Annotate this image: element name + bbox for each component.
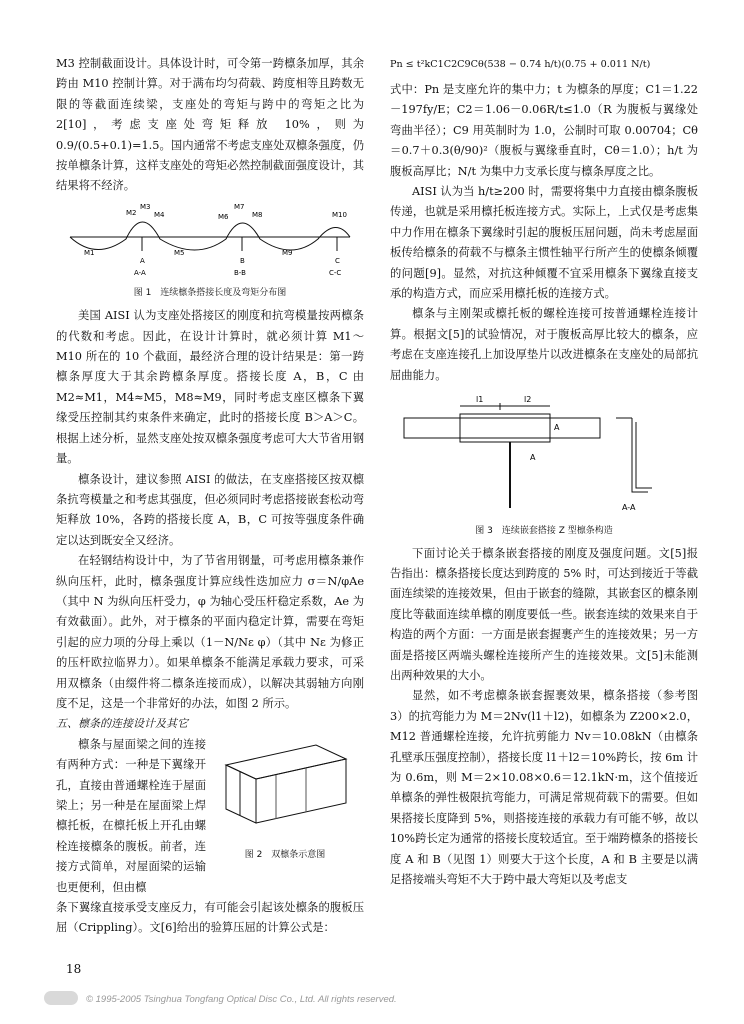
page-number: 18 [66, 962, 82, 976]
label-l1: l1 [476, 395, 484, 405]
label-a: A [140, 256, 145, 265]
label-m3: M3 [140, 202, 151, 211]
label-m6: M6 [218, 212, 229, 221]
label-m4: M4 [154, 210, 165, 219]
figure-2-wrap [56, 735, 364, 898]
label-cc: C-C [329, 268, 342, 277]
left-paragraph-2: 美国 AISI 认为支座处搭接区的刚度和抗弯模量按两檩条的代数和考虑。因此，在设计计算时，就必须计算 M1～M10 所在的 10 个截面，最经济合理的设计结果是：第一跨檩条厚度大于其余跨檩条厚度。搭接长度 A，B，C 由 M2≈M1，M4≈M5，M8≈M9，同时考虑支座区檩条下翼缘受压控制其约束条件来确定，此时的搭接长度 B＞A＞C。根据上述分析，显然支座处按双檩条强度考虑可大大节省用钢量。 [56, 309, 364, 466]
label-m8: M8 [252, 210, 263, 219]
right-paragraph-5: 显然，如不考虑檩条嵌套握裹效果，檩条搭接（参考图 3）的抗弯能力为 M＝2Nv(l1＋l2)，如檩条为 Z200×2.0，M12 普通螺栓连接，允许抗剪能力 Nv＝10.08kN（由檩条孔壁承压强度控制），搭接长度 l1＋l2＝10%跨长，按 6m 计为 0.6m，则 M＝2×10.08×0.6＝12.1kN·m，这个值接近单檩条的弹性极限抗弯能力，可满足常规荷载下的需要。但如果搭接长度降到 5%，则搭接连接的承载力有可能不够，故以 10%跨长定为通常的搭接长度较适宜。至于端跨檩条的搭接长度 A 和 B（见图 1）则要大于这个长度，A 和 B 主要是以满足搭接端头弯矩不大于跨中最大弯矩以及考虑支 [390, 689, 698, 886]
label-m5: M5 [174, 248, 185, 257]
figure-3 [390, 388, 698, 537]
label-a-top: A [554, 423, 560, 433]
figure-3-caption: 图 3 连续嵌套搭接 Z 型檩条构造 [475, 525, 613, 536]
label-b: B [240, 256, 245, 265]
label-m1: M1 [84, 248, 95, 257]
label-m10: M10 [332, 210, 347, 219]
right-column [390, 54, 698, 890]
label-m2: M2 [126, 208, 137, 217]
figure-2-caption: 图 2 双檩条示意图 [244, 850, 326, 861]
moment-diagram [56, 199, 364, 279]
copyright-footer: © 1995-2005 Tsinghua Tongfang Optical Disc Co., Ltd. All rights reserved. [86, 994, 397, 1005]
label-bb: B-B [234, 268, 246, 277]
label-aa: A-A [134, 268, 146, 277]
crippling-formula: Pn ≤ t²kC1C2C9Cθ(538 − 0.74 h/t)(0.75 + 0.011 N/t) [390, 59, 651, 70]
right-paragraph-1: 式中：Pn 是支座允许的集中力；t 为檩条的厚度；C1＝1.22－197fy/E；C2＝1.06－0.06R/t≤1.0（R 为腹板与翼缘处弯曲半径）；C9 用英制时为 1.0，公制时可取 0.00704；Cθ＝0.7＋0.3(θ/90)²（腹板与翼缘垂直时，Cθ＝1.0）；h/t 为腹板高厚比；N/t 为集中力支承长度与檩条厚度之比。 [390, 83, 698, 178]
label-l2: l2 [524, 395, 532, 405]
left-paragraph-5-continued: 条下翼缘直接承受支座反力，有可能会引起该处檩条的腹板压屈（Crippling）。文[6]给出的验算压屈的计算公式是： [56, 901, 364, 935]
left-paragraph-5: 檩条与屋面梁之间的连接有两种方式：一种是下翼缘开孔，直接由普通螺栓连于屋面梁上；另一种是在屋面梁上焊檩托板，在檩托板上开孔由螺栓连接檩条的腹板。前者，连接方式简单，对屋面梁的运输也更便利，但由檩 [56, 737, 206, 894]
label-m7: M7 [234, 202, 245, 211]
label-section-aa: A-A [622, 503, 636, 513]
double-purlin-drawing [206, 735, 364, 841]
right-paragraph-3: 檩条与主刚架或檩托板的螺栓连接可按普通螺栓连接计算。根据文[5]的试验情况，对于腹板高厚比较大的檩条，应考虑在支座连接孔上加设厚垫片以改进檩条在支座处的局部抗屈曲能力。 [390, 307, 698, 382]
label-m9: M9 [282, 248, 293, 257]
publisher-logo [44, 991, 78, 1005]
right-paragraph-2: AISI 认为当 h/t≥200 时，需要将集中力直接由檩条腹板传递，也就是采用檩托板连接方式。实际上，上式仅是考虑集中力作用在檩条下翼缘时引起的腹板压屈问题，尚未考虑屋面板传给檩条的荷载不与檩条主惯性轴平行所产生的使檩条倾覆的问题[9]。显然，对抗这种倾覆不宜采用檩条下翼缘直接支承的构造方式，而应采用檩托板的连接方式。 [390, 185, 698, 301]
label-c: C [335, 256, 340, 265]
figure-1-caption: 图 1 连续檩条搭接长度及弯矩分布图 [133, 288, 287, 299]
left-column [56, 54, 364, 939]
figure-1 [56, 199, 364, 300]
left-paragraph-3: 檩条设计，建议参照 AISI 的做法，在支座搭接区按双檩条抗弯模量之和考虑其强度，但必须同时考虑搭接嵌套松动弯矩释放 10%，各跨的搭接长度 A，B，C 可按等强度条件确定以达到既安全又经济。 [56, 472, 364, 547]
lap-joint-drawing [390, 388, 698, 516]
label-a-bottom: A [530, 453, 536, 463]
left-paragraph-4: 在轻钢结构设计中，为了节省用钢量，可考虑用檩条兼作纵向压杆，此时，檩条强度计算应线性迭加应力 σ＝N/φAe（其中 N 为纵向压杆受力，φ 为轴心受压杆稳定系数，Ae 为有效截面）。此外，对于檩条的平面内稳定计算，需要在弯矩引起的应力项的分母上乘以（1－N/Nε φ）（其中 Nε 为修正的压杆欧拉临界力）。如果单檩条不能满足承载力要求，可采用双檩条（由缀件将二檩条连接而成），以解决其弱轴方向刚度不足，这是一个非常好的办法，如图 2 所示。 [56, 554, 364, 710]
left-paragraph-1: M3 控制截面设计。具体设计时，可令第一跨檩条加厚，其余跨由 M10 控制计算。对于满布均匀荷载、跨度相等且跨数无限的等截面连续梁，支座处的弯矩与跨中的弯矩之比为 2[10]，考虑支座处弯矩释放 10%，则为 0.9/(0.5+0.1)=1.5。国内通常不考虑支座处双檩条强度，仍按单檩条计算，这样支座处的弯矩必然控制截面强度设计，其结果将不经济。 [56, 57, 364, 193]
section-heading: 五、檩条的连接设计及其它 [56, 717, 188, 731]
right-paragraph-4: 下面讨论关于檩条嵌套搭接的刚度及强度问题。文[5]报告指出：檩条搭接长度达到跨度的 5% 时，可达到接近于等截面连续梁的连接效果，但由于嵌套的缝隙，其嵌套区的檩条刚度比等截面连续单檩的刚度要低一些。嵌套连续的效果来自于构造的两个方面：一方面是嵌套握裹产生的连接效果；另一方面是搭接区两端头螺栓连接所产生的连接效果。文[5]未能测出两种效果的大小。 [390, 546, 698, 682]
figure-2 [206, 735, 364, 898]
